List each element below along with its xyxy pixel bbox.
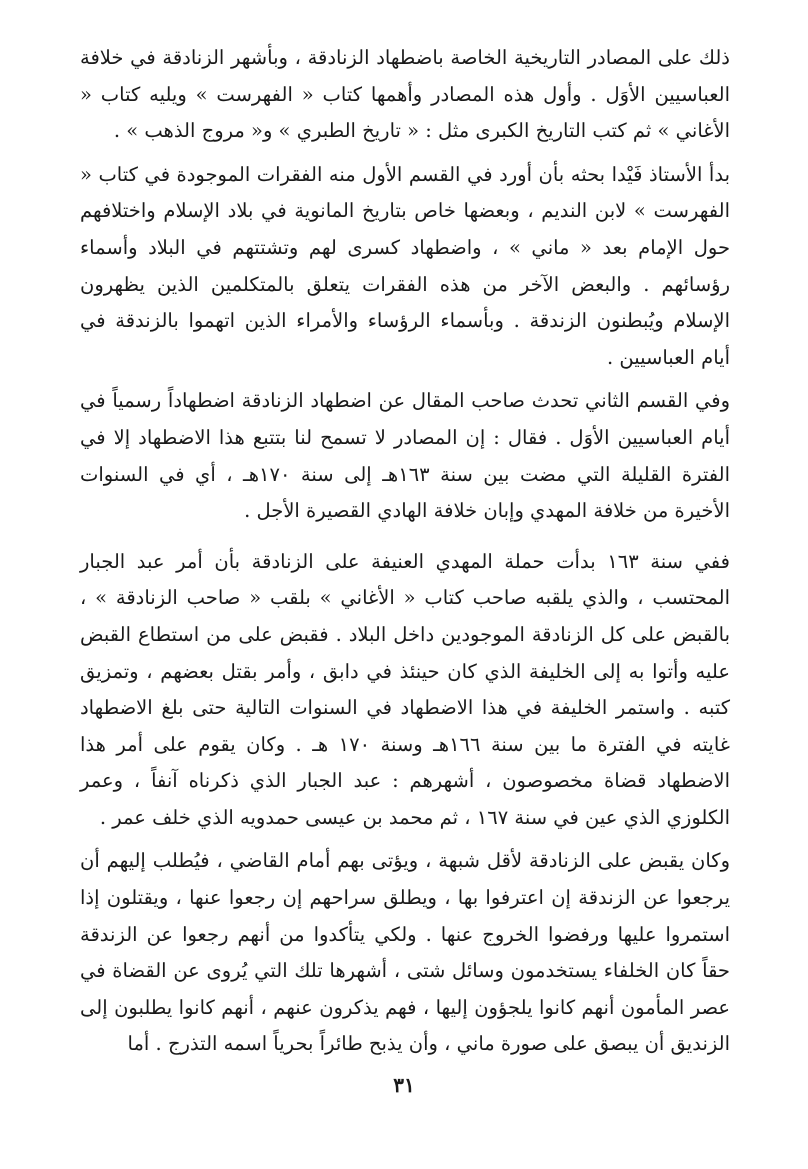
paragraph-3: وفي القسم الثاني تحدث صاحب المقال عن اضطهاد الزنادقة اضطهاداً رسمياً في أيام العباسيين الأوَل . فقال : إن المصادر لا تسمح لنا بتتبع هذا الاضطهاد إلا في الفترة القليلة التي مضت بين سنة ١٦٣هـ إلى سنة ١٧٠هـ ، أي في السنوات الأخيرة من خلافة المهدي وإبان خلافة الهادي القصيرة الأجل . — [80, 389, 730, 523]
paragraph-5: وكان يقبض على الزنادقة لأقل شبهة ، ويؤتى بهم أمام القاضي ، فيُطلب إليهم أن يرجعوا عن الزندقة إن اعترفوا بها ، ويطلق سراحهم إن رجعوا عنها ، ويقتلون إذا استمروا عليها ورفضوا الخروج عنها . ولكي يتأكدوا من أنهم رجعوا عن الزندقة حقاً كان الخلفاء يستخدمون وسائل شتى ، أشهرها تلك التي يُروى عن القضاة في عصر المأمون أنهم كانوا يلجؤون إليها ، فهم يذكرون عنهم ، أنهم كانوا يطلبون إلى الزنديق أن يبصق على صورة ماني ، وأن يذبح طائراً بحرياً اسمه التذرج . أما — [80, 849, 730, 1056]
paragraph-2: بدأ الأستاذ فَيْدا بحثه بأن أورد في القسم الأول منه الفقرات الموجودة في كتاب « الفهرست » لابن النديم ، وبعضها خاص بتاريخ المانوية في بلاد الإسلام واختلافهم حول الإمام بعد « ماني » ، واضطهاد كسرى لهم وتشتتهم في البلاد وأسماء رؤسائهم . والبعض الآخر من هذه الفقرات يتعلق بالمتكلمين الذين يظهرون الإسلام ويُبطنون الزندقة . وبأسماء الرؤساء والأمراء الذين اتهموا بالزندقة في أيام العباسيين . — [80, 162, 730, 369]
paragraph-4: ففي سنة ١٦٣ بدأت حملة المهدي العنيفة على الزنادقة بأن أمر عبد الجبار المحتسب ، والذي يلقبه صاحب كتاب « الأغاني » بلقب « صاحب الزنادقة » ، بالقبض على كل الزنادقة الموجودين داخل البلاد . فقبض على من استطاع القبض عليه وأتوا به إلى الخليفة الذي كان حينئذ في دابق ، وأمر بقتل بعضهم ، وتمزيق كتبه . واستمر الخليفة في هذا الاضطهاد في السنوات التالية حتى بلغ الاضطهاد غايته في الفترة ما بين سنة ١٦٦هـ وسنة ١٧٠ هـ . وكان يقوم على أمر هذا الاضطهاد قضاة مخصوصون ، أشهرهم : عبد الجبار الذي ذكرناه آنفاً ، وعمر الكلوزي الذي عين في سنة ١٦٧ ، ثم محمد بن عيسى حمدويه الذي خلف عمر . — [80, 549, 730, 829]
page-number: ٣١ — [393, 1073, 415, 1097]
paragraph-1: ذلك على المصادر التاريخية الخاصة باضطهاد الزنادقة ، وبأشهر الزنادقة في خلافة العباسيين الأوَل . وأول هذه المصادر وأهمها كتاب « الفهرست » ويليه كتاب « الأغاني » ثم كتب التاريخ الكبرى مثل : « تاريخ الطبري » و« مروج الذهب » . — [80, 46, 730, 143]
page-text — [80, 40, 730, 1063]
